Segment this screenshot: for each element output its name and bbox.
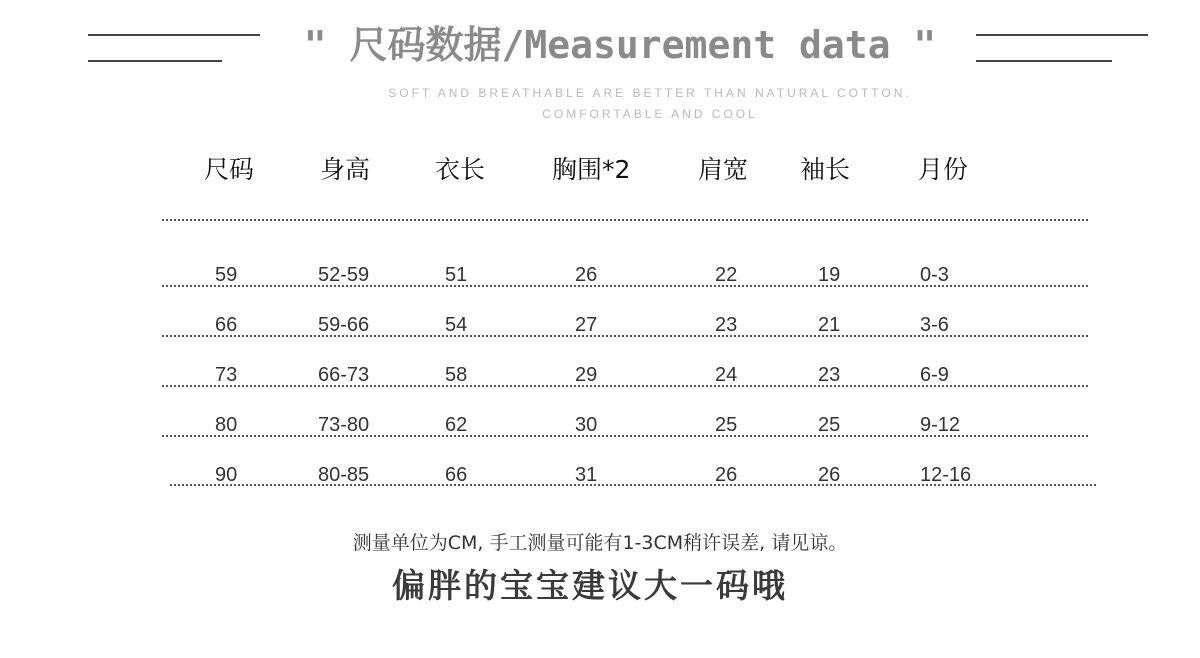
row-divider <box>170 484 1096 486</box>
table-row <box>0 460 1200 496</box>
left-deco-line-bottom <box>88 60 222 62</box>
title-row <box>0 0 1200 80</box>
table-row <box>0 410 1200 446</box>
row-divider <box>162 435 1088 437</box>
cell-sleeve: 21 <box>818 314 841 336</box>
cell-months: 9-12 <box>920 414 961 436</box>
cell-length: 66 <box>445 464 468 486</box>
cell-size: 66 <box>215 314 238 336</box>
cell-shoulder: 23 <box>715 314 738 336</box>
cell-chest: 26 <box>575 264 598 286</box>
header-shoulder: 肩宽 <box>698 155 749 184</box>
sizing-tip: 偏胖的宝宝建议大一码哦 <box>392 566 788 605</box>
header-length: 衣长 <box>435 155 486 184</box>
cell-length: 62 <box>445 414 468 436</box>
subtitle-line-1: SOFT AND BREATHABLE ARE BETTER THAN NATURAL COTTON. <box>388 86 912 100</box>
cell-size: 73 <box>215 364 238 386</box>
subtitle-line-2: COMFORTABLE AND COOL <box>542 107 758 121</box>
cell-sleeve: 26 <box>818 464 841 486</box>
cell-months: 6-9 <box>920 364 949 386</box>
row-divider <box>162 285 1088 287</box>
cell-sleeve: 19 <box>818 264 841 286</box>
page-title: " 尺码数据/Measurement data " <box>303 23 937 67</box>
cell-height: 52-59 <box>318 264 370 286</box>
header-sleeve: 袖长 <box>800 155 851 184</box>
left-deco-line-top <box>88 34 260 36</box>
cell-chest: 29 <box>575 364 598 386</box>
cell-height: 66-73 <box>318 364 370 386</box>
table-row <box>0 310 1200 346</box>
cell-height: 80-85 <box>318 464 370 486</box>
cell-chest: 31 <box>575 464 598 486</box>
cell-size: 59 <box>215 264 238 286</box>
right-deco-line-bottom <box>976 60 1112 62</box>
cell-height: 59-66 <box>318 314 370 336</box>
table-header-row <box>0 150 1200 186</box>
table-row <box>0 260 1200 296</box>
cell-chest: 27 <box>575 314 598 336</box>
cell-chest: 30 <box>575 414 598 436</box>
measurement-note: 测量单位为CM, 手工测量可能有1-3CM稍许误差, 请见谅。 <box>352 532 848 554</box>
cell-size: 80 <box>215 414 238 436</box>
cell-size: 90 <box>215 464 238 486</box>
right-deco-line-top <box>976 34 1148 36</box>
cell-shoulder: 26 <box>715 464 738 486</box>
header-size: 尺码 <box>204 155 255 184</box>
cell-length: 54 <box>445 314 468 336</box>
table-row <box>0 360 1200 396</box>
header-months: 月份 <box>918 155 969 184</box>
row-divider <box>162 335 1088 337</box>
cell-sleeve: 25 <box>818 414 841 436</box>
row-divider <box>162 385 1088 387</box>
header-divider <box>162 219 1088 221</box>
cell-months: 12-16 <box>920 464 972 486</box>
header-height: 身高 <box>320 155 371 184</box>
cell-height: 73-80 <box>318 414 370 436</box>
cell-shoulder: 25 <box>715 414 738 436</box>
cell-shoulder: 22 <box>715 264 738 286</box>
cell-months: 3-6 <box>920 314 949 336</box>
cell-sleeve: 23 <box>818 364 841 386</box>
header-chest: 胸围*2 <box>552 155 631 184</box>
cell-shoulder: 24 <box>715 364 738 386</box>
cell-length: 51 <box>445 264 468 286</box>
cell-length: 58 <box>445 364 468 386</box>
cell-months: 0-3 <box>920 264 949 286</box>
